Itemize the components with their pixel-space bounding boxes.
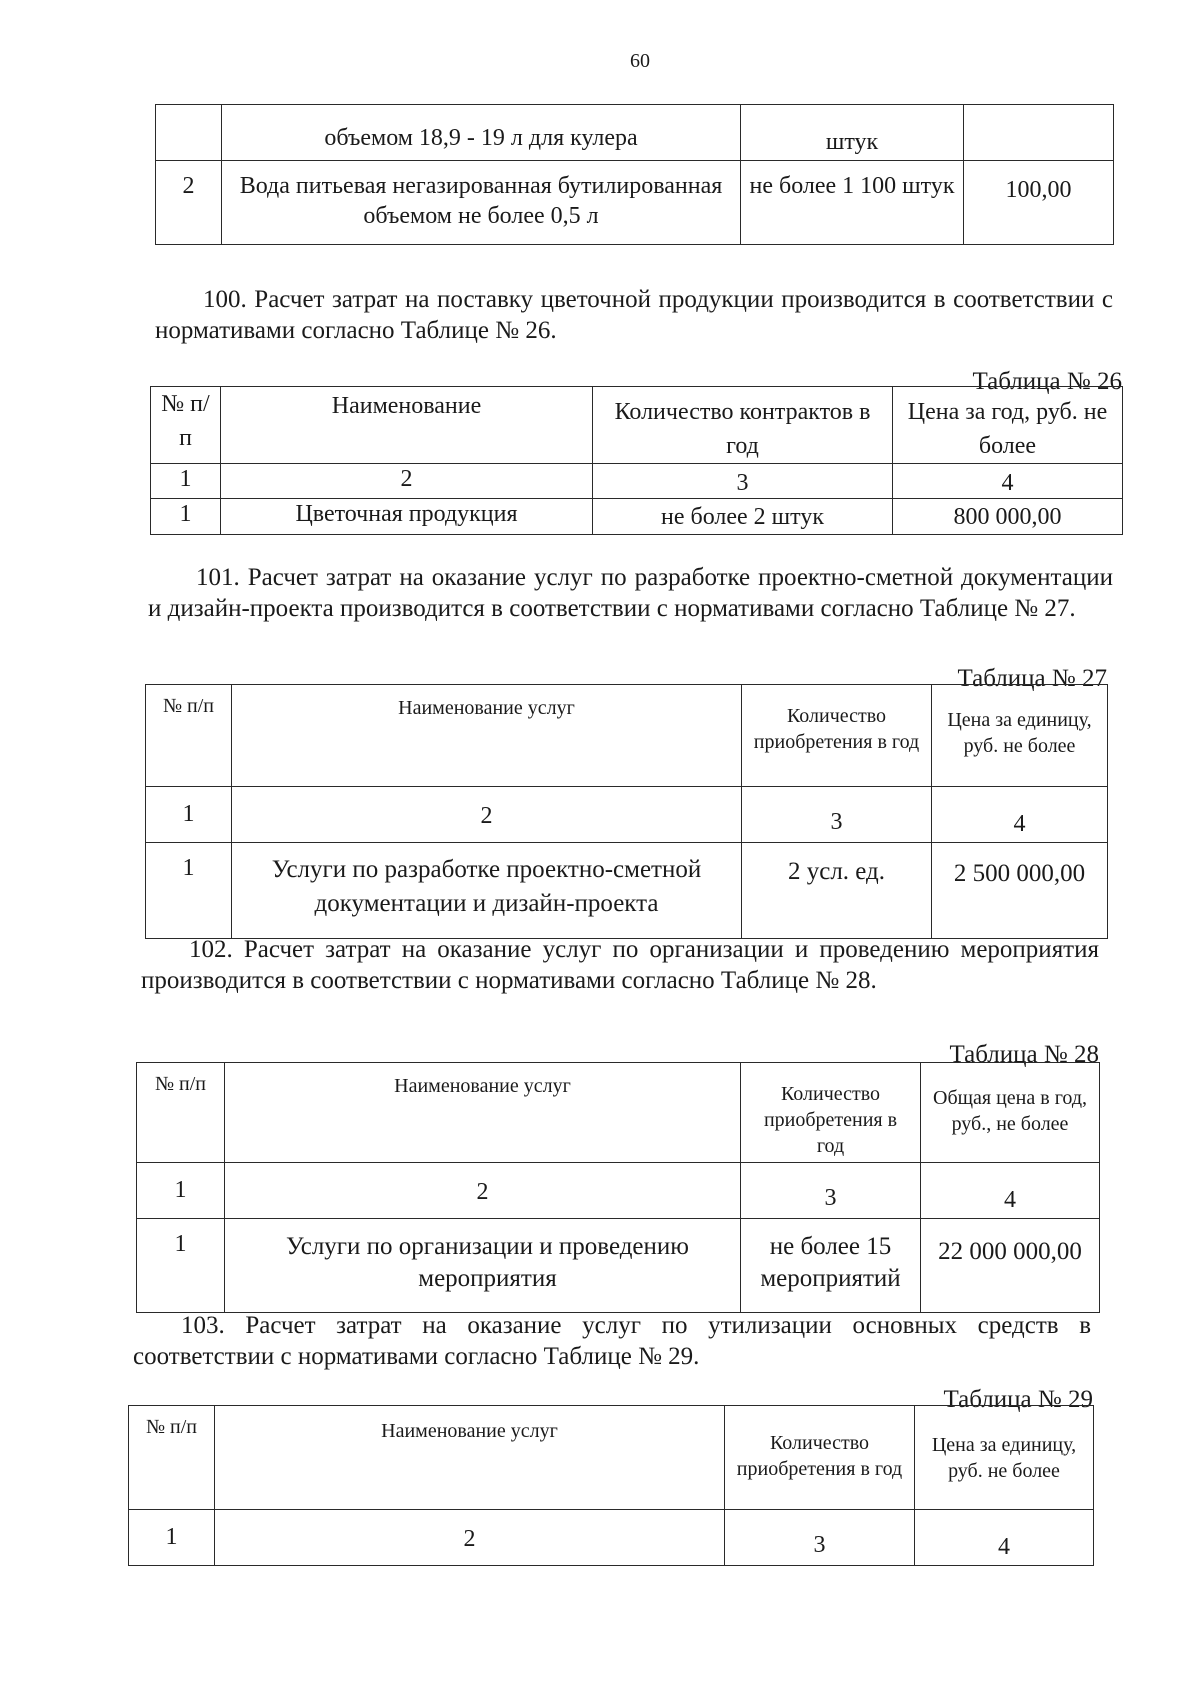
cell-no: 1 [151,499,221,535]
num-cell: 4 [915,1510,1094,1566]
cell-qty: не более 2 штук [593,499,893,535]
header-no: № п/п [146,685,232,787]
num-cell: 3 [593,464,893,499]
table-row [151,499,1123,535]
header-qty: Количество контрактов в год [593,387,893,464]
table-29-caption: Таблица № 29 [943,1386,1093,1413]
header-no: № п/п [151,387,221,464]
num-cell: 4 [893,464,1123,499]
cell-name: Услуги по разработке проектно-сметной документации и дизайн-проекта [232,843,742,939]
num-cell: 3 [742,787,932,843]
header-name: Наименование услуг [215,1406,725,1510]
table-28 [136,1062,1100,1313]
num-cell: 1 [146,787,232,843]
table-header-row [146,685,1108,787]
table-row [156,105,1114,161]
num-cell: 4 [921,1163,1100,1219]
header-name: Наименование услуг [232,685,742,787]
num-cell: 2 [232,787,742,843]
paragraph-100: 100. Расчет затрат на поставку цветочной продукции производится в соответствии с нормативами согласно Таблице № 26. [155,286,1113,344]
cell-name: Цветочная продукция [221,499,593,535]
num-cell: 3 [725,1510,915,1566]
cell-price: 800 000,00 [893,499,1123,535]
header-price: Общая цена в год, руб., не более [921,1063,1100,1163]
table-header-row [137,1063,1100,1163]
top-table [155,104,1114,245]
page-number: 60 [630,50,650,72]
table-row [146,843,1108,939]
cell-price: 22 000 000,00 [921,1219,1100,1313]
header-price: Цена за год, руб. не более [893,387,1123,464]
cell-name: объемом 18,9 - 19 л для кулера [222,105,741,161]
table-28-caption: Таблица № 28 [949,1041,1099,1068]
table-27-caption: Таблица № 27 [957,665,1107,692]
cell-price: 100,00 [964,161,1114,245]
cell-no [156,105,222,161]
num-cell: 1 [137,1163,225,1219]
table-26 [150,386,1123,535]
table-27 [145,684,1108,939]
table-header-row [129,1406,1094,1510]
header-qty: Количество приобретения в год [742,685,932,787]
header-price: Цена за единицу, руб. не более [932,685,1108,787]
table-header-row [151,387,1123,464]
num-cell: 2 [215,1510,725,1566]
cell-name: Вода питьевая негазированная бутилированная объемом не более 0,5 л [222,161,741,245]
table-26-caption: Таблица № 26 [972,368,1122,395]
header-qty: Количество приобретения в год [741,1063,921,1163]
header-no: № п/п [137,1063,225,1163]
cell-price: 2 500 000,00 [932,843,1108,939]
header-name: Наименование услуг [225,1063,741,1163]
header-price: Цена за единицу, руб. не более [915,1406,1094,1510]
cell-no: 1 [137,1219,225,1313]
header-qty: Количество приобретения в год [725,1406,915,1510]
num-cell: 4 [932,787,1108,843]
cell-name: Услуги по организации и проведению мероприятия [225,1219,741,1313]
cell-no: 1 [146,843,232,939]
paragraph-102: 102. Расчет затрат на оказание услуг по организации и проведению мероприятия производится в соответствии с нормативами согласно Таблице № 28. [141,936,1099,994]
cell-qty: не более 15 мероприятий [741,1219,921,1313]
num-cell: 1 [129,1510,215,1566]
table-row [137,1163,1100,1219]
cell-price [964,105,1114,161]
table-row [129,1510,1094,1566]
num-cell: 2 [221,464,593,499]
header-name: Наименование [221,387,593,464]
cell-qty: не более 1 100 штук [741,161,964,245]
table-row [137,1219,1100,1313]
cell-qty: штук [741,105,964,161]
table-row [156,161,1114,245]
num-cell: 3 [741,1163,921,1219]
cell-qty: 2 усл. ед. [742,843,932,939]
cell-no: 2 [156,161,222,245]
header-no: № п/п [129,1406,215,1510]
paragraph-103: 103. Расчет затрат на оказание услуг по утилизации основных средств в соответствии с нормативами согласно Таблице № 29. [133,1312,1091,1370]
num-cell: 2 [225,1163,741,1219]
table-row [146,787,1108,843]
table-29 [128,1405,1094,1566]
table-row [151,464,1123,499]
paragraph-101: 101. Расчет затрат на оказание услуг по разработке проектно-сметной документации и дизайн-проекта производится в соответствии с нормативами согласно Таблице № 27. [148,564,1113,622]
num-cell: 1 [151,464,221,499]
